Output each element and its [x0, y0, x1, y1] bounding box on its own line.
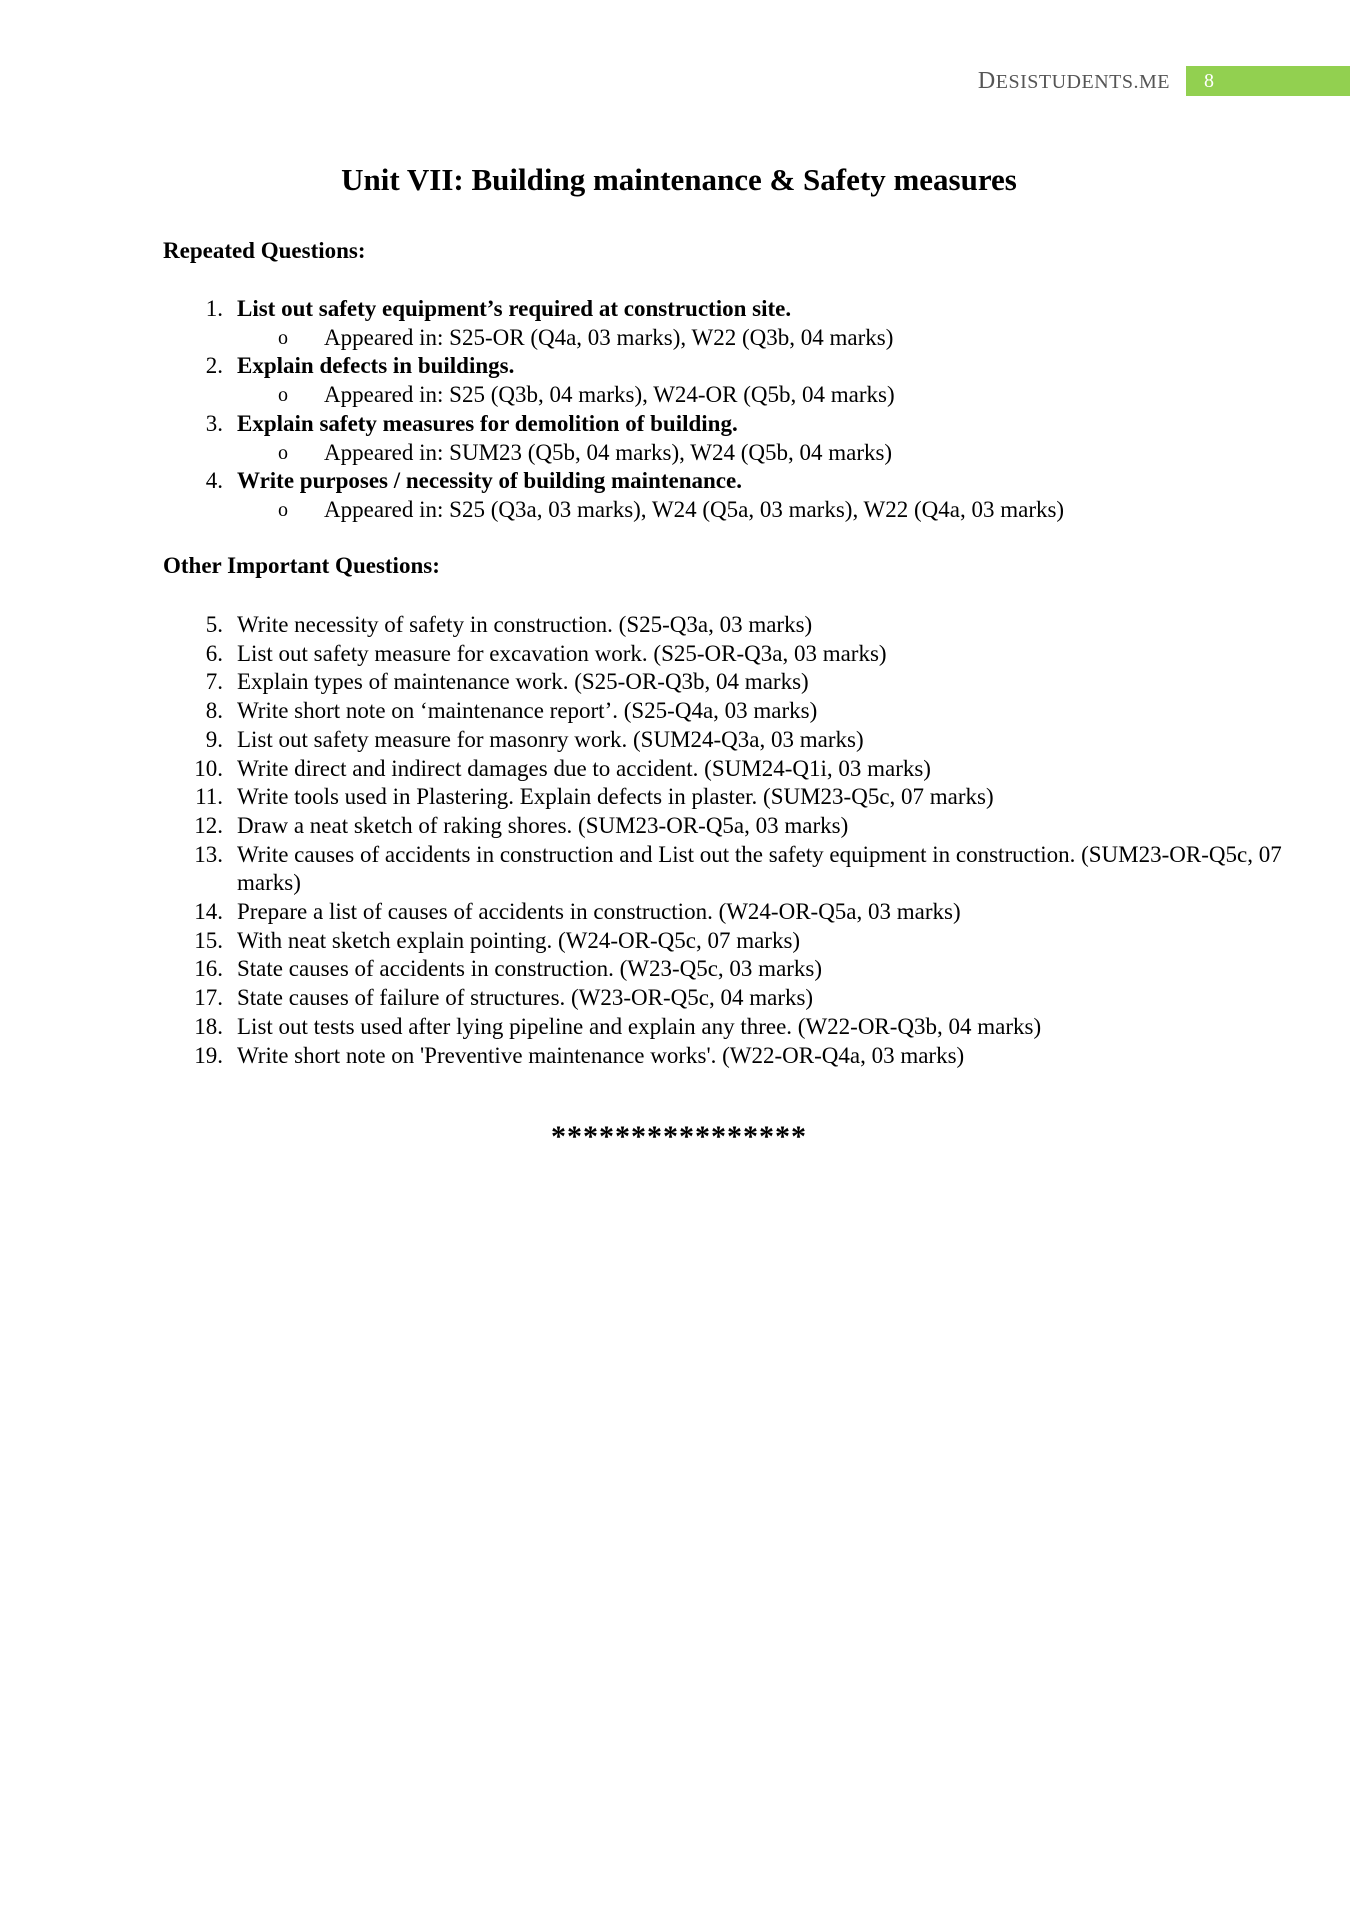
repeated-questions-heading: Repeated Questions:	[163, 238, 366, 263]
page-header	[978, 66, 1358, 96]
page-number: 8	[1184, 66, 1350, 96]
list-item	[163, 783, 1283, 812]
page-title: Unit VII: Building maintenance & Safety measures	[341, 162, 1017, 197]
brand-initial: D	[977, 68, 996, 94]
item-number: 1.	[205, 296, 223, 321]
item-number: 5.	[205, 612, 223, 637]
list-item	[163, 898, 1283, 927]
list-item	[163, 467, 1283, 524]
question-text: List out safety equipment’s required at construction site.	[237, 296, 792, 321]
item-number: 11.	[195, 784, 223, 810]
item-number: 2.	[205, 353, 223, 379]
list-item	[163, 841, 1283, 898]
end-marker: ****************	[551, 1120, 807, 1153]
list-item	[163, 410, 1283, 467]
list-item	[163, 611, 1283, 640]
item-number: 4.	[205, 468, 223, 494]
item-number: 19.	[194, 1042, 223, 1068]
list-item	[163, 668, 1283, 697]
item-number: 12.	[194, 812, 223, 838]
question-text: List out safety measure for excavation work. (S25-OR-Q3a, 03 marks)	[237, 640, 887, 666]
list-item	[163, 640, 1283, 669]
bullet-marker: o	[278, 498, 288, 521]
question-text: Prepare a list of causes of accidents in construction. (W24-OR-Q5a, 03 marks)	[237, 899, 961, 925]
item-number: 14.	[194, 899, 223, 925]
appeared-in-text: Appeared in: S25-OR (Q4a, 03 marks), W22 (Q3b, 04 marks)	[324, 324, 894, 350]
list-item	[163, 1042, 1283, 1071]
item-number: 6.	[205, 640, 223, 666]
question-text: Explain types of maintenance work. (S25-OR-Q3b, 04 marks)	[237, 669, 809, 695]
item-number: 7.	[205, 669, 223, 695]
list-item	[163, 755, 1283, 784]
list-item	[163, 726, 1283, 755]
item-number: 13.	[194, 841, 223, 867]
list-item	[163, 927, 1283, 956]
site-brand	[978, 66, 1184, 96]
item-number: 15.	[194, 927, 223, 953]
brand-rest: ESISTUDENTS.ME	[995, 71, 1170, 93]
question-text: Write short note on 'Preventive maintenance works'. (W22-OR-Q4a, 03 marks)	[237, 1042, 965, 1068]
list-item	[163, 955, 1283, 984]
question-text: With neat sketch explain pointing. (W24-OR-Q5c, 07 marks)	[237, 927, 801, 953]
question-text: State causes of failure of structures. (W23-OR-Q5c, 04 marks)	[237, 985, 814, 1011]
list-item	[163, 352, 1283, 409]
item-number: 18.	[194, 1013, 223, 1039]
list-item	[163, 697, 1283, 726]
list-item	[163, 812, 1283, 841]
question-text: Explain safety measures for demolition of building.	[237, 410, 738, 436]
question-text: List out tests used after lying pipeline and explain any three. (W22-OR-Q3b, 04 marks)	[237, 1013, 1042, 1039]
bullet-marker: o	[278, 384, 288, 407]
question-text: State causes of accidents in construction. (W23-Q5c, 03 marks)	[237, 956, 823, 982]
question-text: Write tools used in Plastering. Explain defects in plaster. (SUM23-Q5c, 07 marks)	[237, 784, 994, 810]
question-text: Write purposes / necessity of building maintenance.	[237, 468, 742, 494]
list-item	[163, 295, 1283, 352]
appeared-in-text: Appeared in: SUM23 (Q5b, 04 marks), W24 (Q5b, 04 marks)	[324, 439, 893, 465]
other-questions-heading: Other Important Questions:	[163, 553, 440, 578]
item-number: 9.	[205, 726, 223, 752]
question-text: Write causes of accidents in construction and List out the safety equipment in construction. (SUM23-OR-Q5c, 07 marks)	[237, 841, 1282, 896]
bullet-marker: o	[278, 326, 288, 349]
item-number: 16.	[194, 956, 223, 982]
list-item	[163, 984, 1283, 1013]
item-number: 8.	[205, 698, 223, 724]
question-text: Explain defects in buildings.	[237, 353, 515, 379]
repeated-questions-list	[163, 295, 1283, 525]
question-text: List out safety measure for masonry work. (SUM24-Q3a, 03 marks)	[237, 726, 864, 752]
item-number: 17.	[194, 985, 223, 1011]
question-text: Write direct and indirect damages due to accident. (SUM24-Q1i, 03 marks)	[237, 755, 931, 781]
question-text: Write necessity of safety in construction. (S25-Q3a, 03 marks)	[237, 612, 813, 637]
list-item	[163, 1013, 1283, 1042]
bullet-marker: o	[278, 441, 288, 464]
item-number: 3.	[205, 410, 223, 436]
question-text: Draw a neat sketch of raking shores. (SUM23-OR-Q5a, 03 marks)	[237, 812, 849, 838]
question-text: Write short note on ‘maintenance report’. (S25-Q4a, 03 marks)	[237, 698, 818, 724]
appeared-in-text: Appeared in: S25 (Q3b, 04 marks), W24-OR (Q5b, 04 marks)	[324, 382, 895, 408]
item-number: 10.	[194, 755, 223, 781]
appeared-in-text: Appeared in: S25 (Q3a, 03 marks), W24 (Q5a, 03 marks), W22 (Q4a, 03 marks)	[324, 496, 1065, 522]
other-questions-list	[163, 611, 1283, 1070]
